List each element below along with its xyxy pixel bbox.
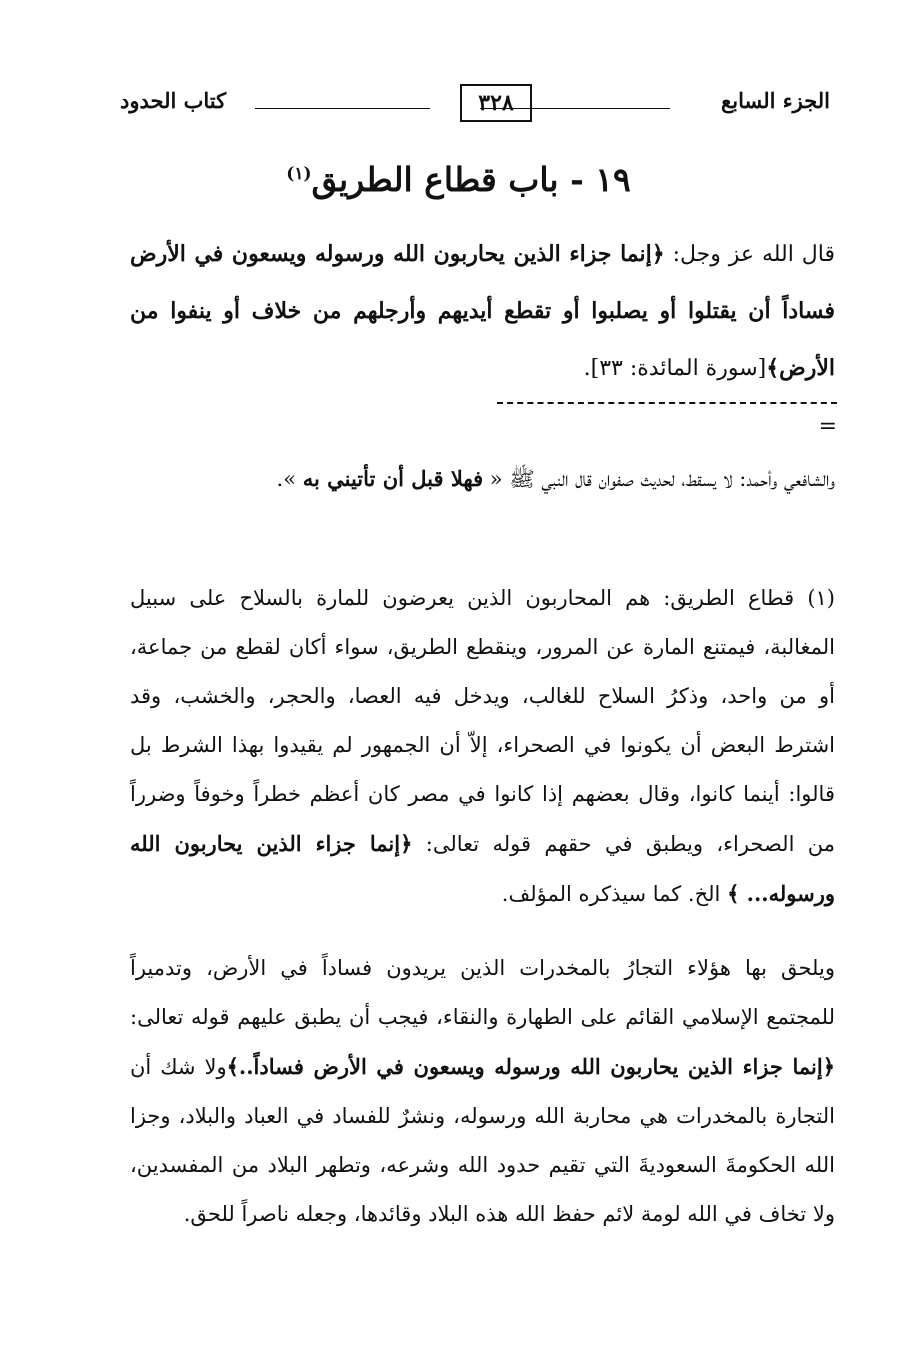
footnote-1-quote: ﴿إنما جزاء الذين يحاربون الله ورسوله... ﴾ [130,831,835,906]
footnote-1 [130,574,835,919]
verse-quote: ﴿إنما جزاء الذين يحاربون الله ورسوله ويسعون في الأرض فساداً أن يقتلوا أو يصلبوا أو تقطع أيديهم وأرجلهم من خلاف أو ينفوا من الأرض﴾ [130,241,835,381]
addendum-text-b: ولا شك أن التجارة بالمخدرات هي محاربة الله ورسوله، ونشرٌ للفساد في العباد والبلاد، وجزا الله الحكومةَ السعوديةَ التي تقيم حدود الله وشرعه، وتطهر البلاد من المفسدين، ولا تخاف في الله لومة لائم حفظ الله هذه البلاد وقائدها، وجعله ناصراً للحق. [130,1055,835,1226]
footnote-1-text-b: الخ. كما سيذكره المؤلف. [501,882,728,906]
footnote-1-addendum [130,944,835,1239]
footnote-1-ref: (١) [807,586,835,610]
footnote-separator [497,402,837,404]
separator-mark: = [818,414,837,439]
continuation-end: ». [276,467,303,491]
footnote-1-text-a: قطاع الطريق: هم المحاربون الذين يعرضون للمارة بالسلاح على سبيل المغالبة، فيمتنع المارة عن المرور، وينقطع الطريق، سواء أكان لقطع من جماعة، أو من واحد، وذكرُ السلاح للغالب، ويدخل فيه العصا، والحجر، والخشب، وقد اشترط البعض أن يكونوا في الصحراء، إلاّ أن الجمهور لم يقيدوا بهذا الشرط بل قالوا: أينما كانوا، وقال بعضهم إذا كانوا في مصر كان أعظم خطراً وخوفاً وضرراً من الصحراء، ويطبق في حقهم قوله تعالى: [130,586,835,856]
chapter-footnote-ref: (١) [286,164,312,184]
continuation-hadith: فهلا قبل أن تأتيني به [302,466,484,491]
book-label: كتاب الحدود [120,88,227,113]
verse-intro: قال الله عز وجل: [664,242,835,267]
page-number: ٣٢٨ [460,84,532,122]
chapter-title-text: ١٩ - باب قطاع الطريق [311,160,631,199]
addendum-quote: ﴿إنما جزاء الذين يحاربون الله ورسوله ويسعون في الأرض فساداً..﴾ [226,1054,835,1079]
verse-source: [سورة المائدة: ٣٣]. [583,356,767,381]
continuation-text: والشافعي وأحمد: لا يسقط، لحديث صفوان قال النبي ﷺ « [483,467,835,491]
footnote-continuation [130,454,835,504]
addendum-text-a: ويلحق بها هؤلاء التجارُ بالمخدرات الذين يريدون فساداً في الأرض، وتدميراً للمجتمع الإسلامي القائم على الطهارة والنقاء، فيجب أن يطبق عليهم قوله تعالى: [130,956,835,1029]
chapter-title [0,160,917,199]
part-label: الجزء السابع [721,88,830,113]
page-header [120,84,830,124]
verse-paragraph [130,226,835,397]
header-rule-left [255,108,430,109]
